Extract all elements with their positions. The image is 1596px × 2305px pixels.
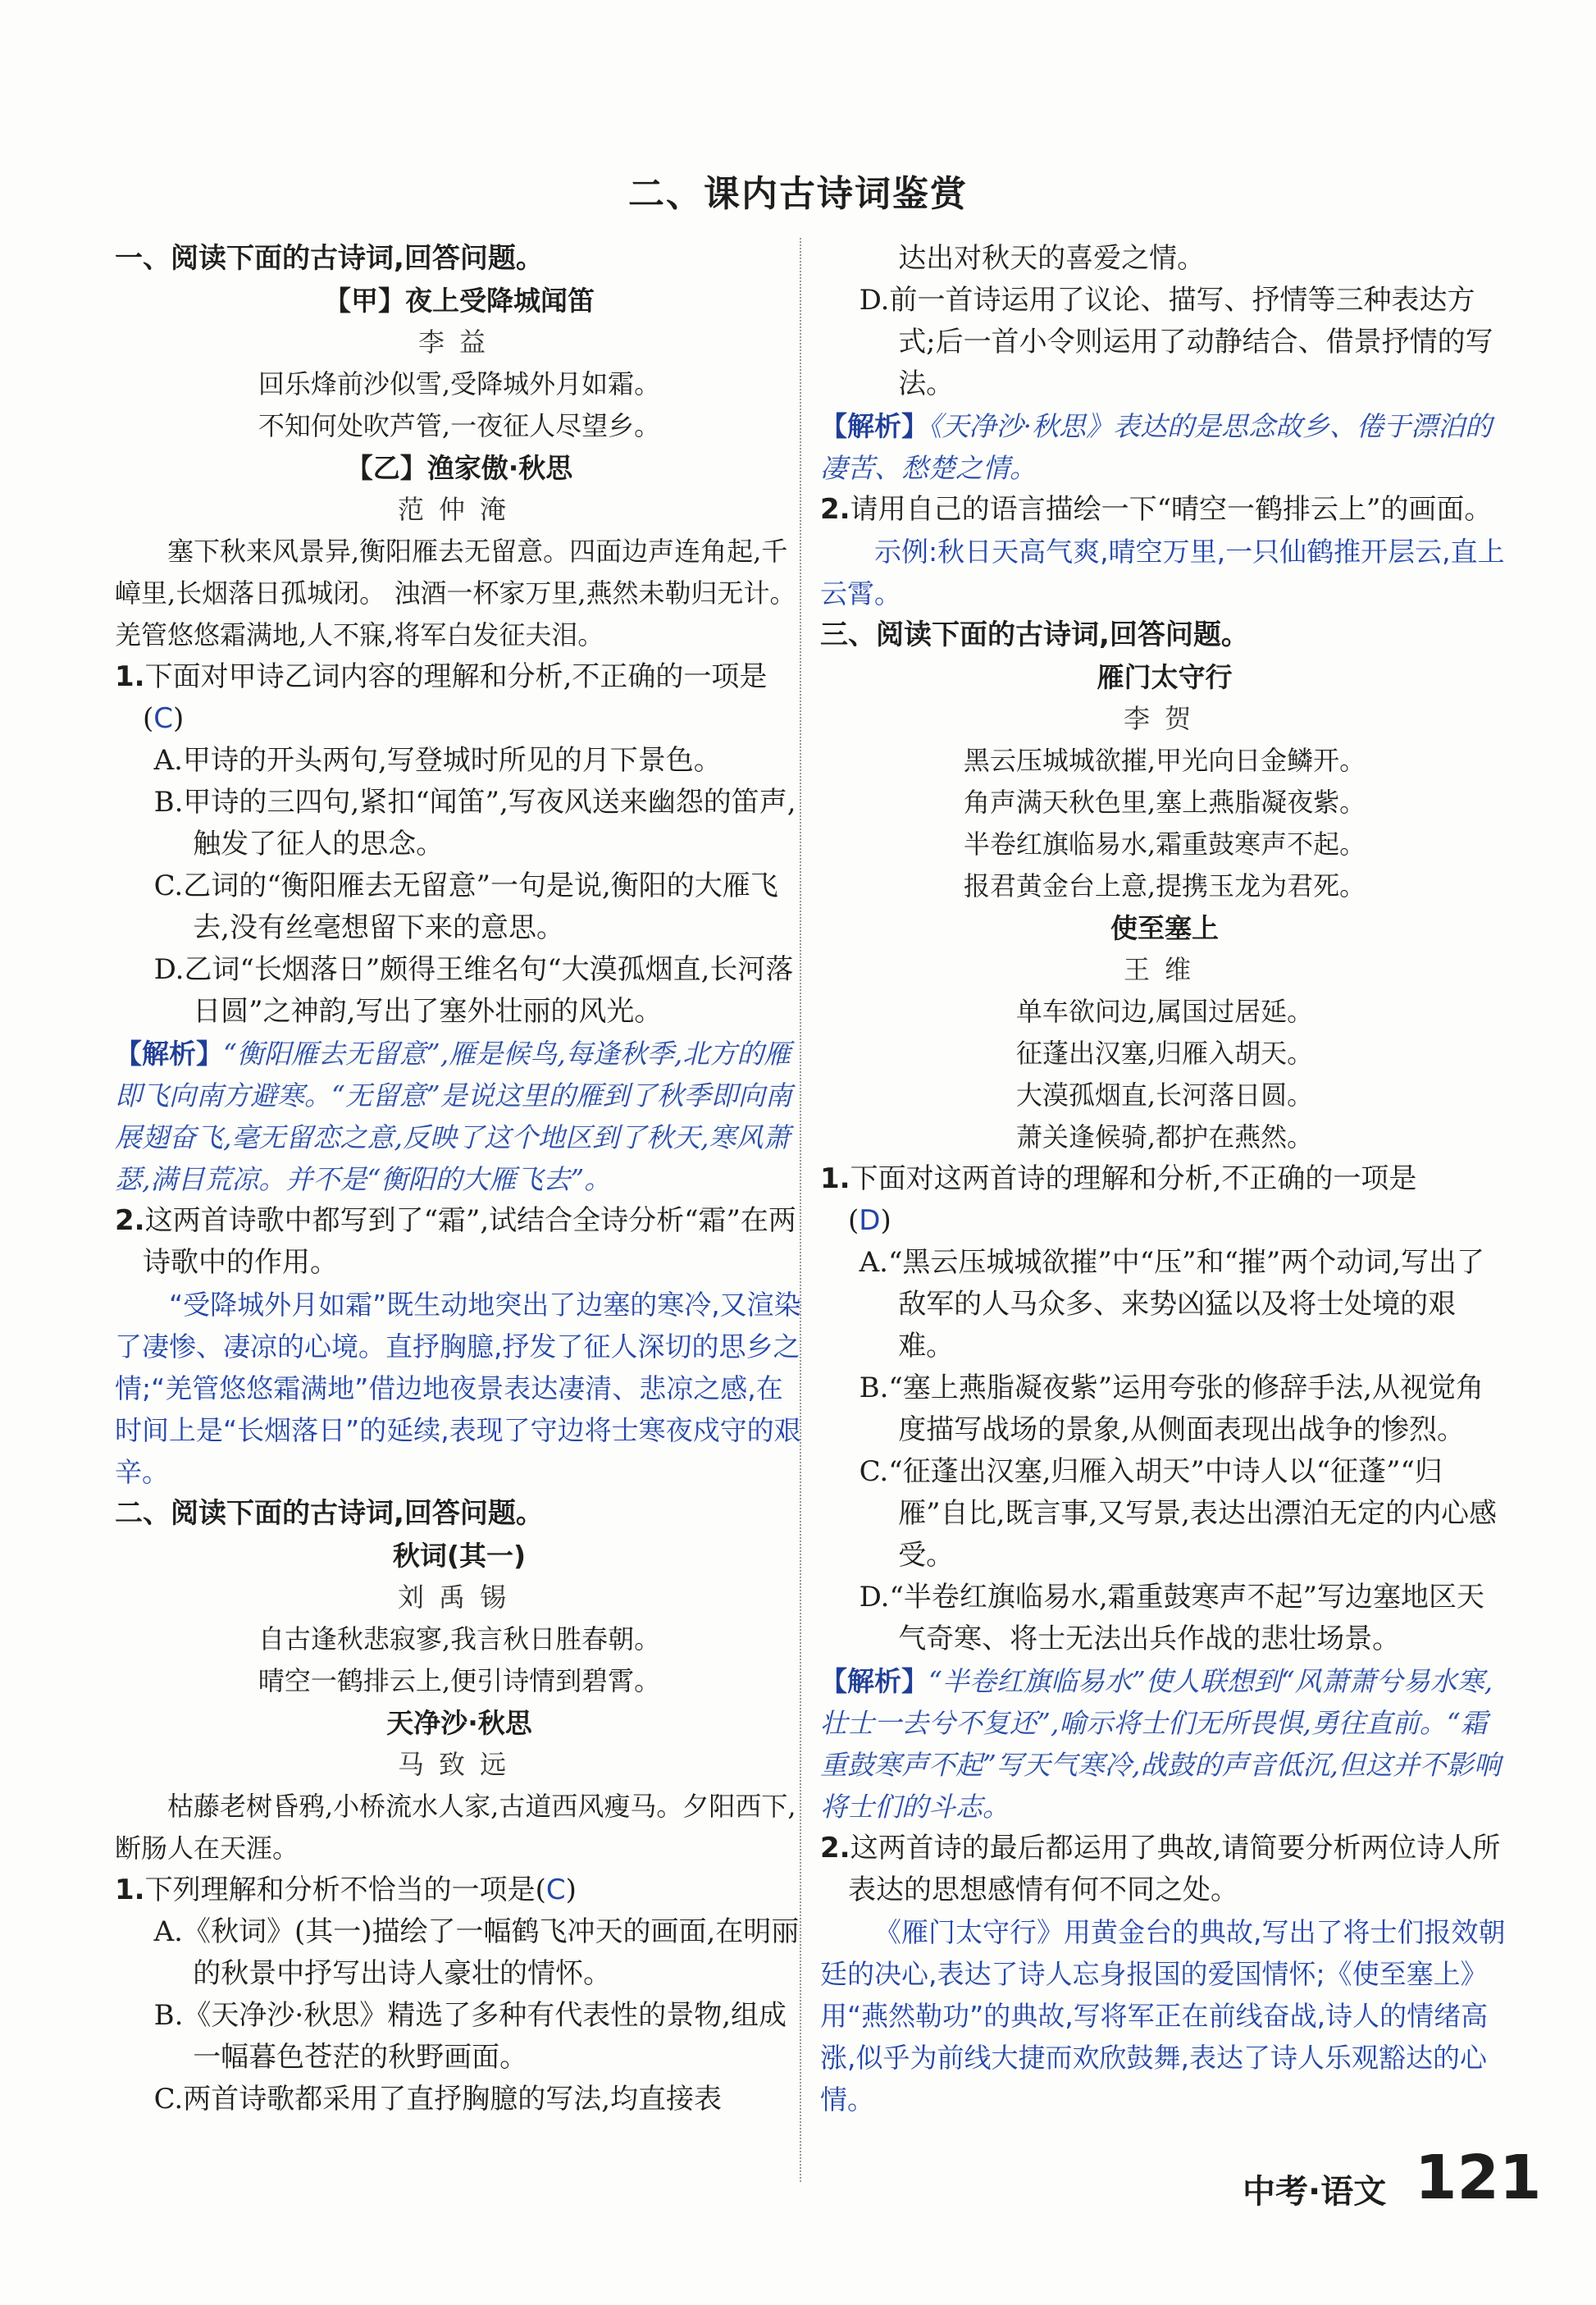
poem-title-yanmen: 雁门太守行 bbox=[1097, 661, 1233, 693]
option-d: D.乙词“长烟落日”颇得王维名句“大漠孤烟直,长河落日圆”之神韵,写出了塞外壮丽的风光。 bbox=[153, 953, 794, 1028]
bracket-close: ) bbox=[880, 1204, 891, 1237]
page-title: 二、课内古诗词鉴赏 bbox=[628, 173, 968, 215]
bracket-close: ) bbox=[565, 1874, 577, 1906]
poem-author-shizhi: 王维 bbox=[1123, 954, 1206, 985]
question-2 bbox=[115, 1200, 804, 1284]
question-4 bbox=[820, 489, 1509, 531]
poem-line: 角声满天秋色里,塞上燕脂凝夜紫。 bbox=[963, 787, 1366, 818]
question-number: 1. bbox=[115, 1874, 145, 1906]
question-number: 2. bbox=[820, 1832, 850, 1865]
poem-line: 征蓬出汉塞,归雁入胡天。 bbox=[1015, 1038, 1314, 1069]
poem-title-jia: 【甲】夜上受降城闻笛 bbox=[324, 285, 595, 317]
poem-line: 半卷红旗临易水,霜重鼓寒声不起。 bbox=[963, 828, 1366, 860]
page-number: 121 bbox=[1415, 2143, 1542, 2213]
question-number: 2. bbox=[820, 493, 850, 526]
section-heading-2: 二、阅读下面的古诗词,回答问题。 bbox=[115, 1497, 544, 1530]
question-text: 下面对这两首诗的理解和分析,不正确的一项是 bbox=[850, 1162, 1417, 1195]
question-text: 请用自己的语言描绘一下“晴空一鹤排云上”的画面。 bbox=[850, 493, 1493, 526]
option-d: D.“半卷红旗临易水,霜重鼓寒声不起”写边塞地区天气奇寒、将士无法出兵作战的悲壮场景。 bbox=[859, 1581, 1485, 1655]
poem-line: 不知何处吹芦管,一夜征人尽望乡。 bbox=[258, 410, 661, 441]
option-a: A.《秋词》(其一)描绘了一幅鹤飞冲天的画面,在明丽的秋景中抒写出诗人豪壮的情怀。 bbox=[153, 1915, 800, 1990]
bracket-open: ( bbox=[848, 1204, 860, 1237]
poem-title-shizhi: 使至塞上 bbox=[1110, 912, 1219, 944]
poem-line: 单车欲问边,属国过居延。 bbox=[1015, 996, 1314, 1027]
option-c: C.乙词的“衡阳雁去无留意”一句是说,衡阳的大雁飞去,没有丝毫想留下来的意思。 bbox=[153, 870, 778, 944]
right-column bbox=[820, 238, 1509, 2120]
analysis-text: “衡阳雁去无留意”,雁是候鸟,每逢秋季,北方的雁即飞向南方避寒。“无留意”是说这里的雁到了秋季即向南展翅奋飞,毫无留恋之意,反映了这个地区到了秋天,寒风萧瑟,满目荒凉。并不是“衡阳的大雁飞去”。 bbox=[115, 1038, 792, 1195]
option-c: C.“征蓬出汉塞,归雁入胡天”中诗人以“征蓬”“归雁”自比,既言事,又写景,表达出漂泊无定的内心感受。 bbox=[859, 1455, 1497, 1572]
question-5 bbox=[820, 1158, 1509, 1242]
poem-line: 自古逢秋悲寂寥,我言秋日胜春朝。 bbox=[258, 1623, 661, 1655]
question-text: 下列理解和分析不恰当的一项是( bbox=[144, 1874, 546, 1906]
answer-4: 示例:秋日天高气爽,晴空万里,一只仙鹤推开层云,直上云霄。 bbox=[820, 536, 1505, 609]
bracket-close: ) bbox=[173, 702, 185, 735]
poem-text-yi: 塞下秋来风景异,衡阳雁去无留意。四面边声连角起,千嶂里,长烟落日孤城闭。 浊酒一杯家万里,燕然未勒归无计。羌管悠悠霜满地,人不寐,将军白发征夫泪。 bbox=[115, 536, 796, 650]
section-heading-3: 三、阅读下面的古诗词,回答问题。 bbox=[820, 618, 1249, 651]
section-heading-1: 一、阅读下面的古诗词,回答问题。 bbox=[115, 242, 544, 275]
poem-line: 黑云压城城欲摧,甲光向日金鳞开。 bbox=[963, 745, 1366, 776]
analysis-3 bbox=[820, 405, 1509, 489]
poem-line: 大漠孤烟直,长河落日圆。 bbox=[1015, 1079, 1314, 1111]
option-a: A.甲诗的开头两句,写登城时所见的月下景色。 bbox=[153, 744, 722, 777]
analysis-text: 《天净沙·秋思》表达的是思念故乡、倦于漂泊的凄苦、愁楚之情。 bbox=[820, 410, 1492, 484]
poem-text-tianjingsha: 枯藤老树昏鸦,小桥流水人家,古道西风瘦马。夕阳西下,断肠人在天涯。 bbox=[115, 1791, 796, 1864]
poem-line: 萧关逢候骑,都护在燕然。 bbox=[1015, 1121, 1314, 1152]
option-c-continued: 达出对秋天的喜爱之情。 bbox=[898, 242, 1206, 275]
answer-2: “受降城外月如霜”既生动地突出了边塞的寒冷,又渲染了凄惨、凄凉的心境。直抒胸臆,抒发了征人深切的思乡之情;“羌管悠悠霜满地”借边地夜景表达凄清、悲凉之感,在时间上是“长烟落日”的延续,表现了守边将士寒夜戍守的艰辛。 bbox=[115, 1289, 801, 1488]
question-number: 1. bbox=[115, 660, 145, 693]
analysis-text: “半卷红旗临易水”使人联想到“风萧萧兮易水寒,壮士一去兮不复还”,喻示将士们无所畏惧,勇往直前。“霜重鼓寒声不起”写天气寒冷,战鼓的声音低沉,但这并不影响将士们的斗志。 bbox=[820, 1665, 1501, 1823]
question-1 bbox=[115, 656, 804, 740]
poem-author-yi: 范仲淹 bbox=[397, 494, 521, 525]
option-b: B.甲诗的三四句,紧扣“闻笛”,写夜风送来幽怨的笛声,触发了征人的思念。 bbox=[153, 786, 796, 860]
poem-author-jia: 李益 bbox=[417, 326, 500, 358]
poem-author-qiuci: 刘禹锡 bbox=[397, 1582, 521, 1613]
question-text: 下面对甲诗乙词内容的理解和分析,不正确的一项是( bbox=[143, 660, 768, 735]
question-text: 这两首诗歌中都写到了“霜”,试结合全诗分析“霜”在两诗歌中的作用。 bbox=[143, 1204, 796, 1279]
option-b: B.《天净沙·秋思》精选了多种有代表性的景物,组成一幅暮色苍茫的秋野画面。 bbox=[153, 1999, 787, 2074]
poem-author-tianjingsha: 马致远 bbox=[397, 1749, 521, 1780]
option-b: B.“塞上燕脂凝夜紫”运用夸张的修辞手法,从视觉角度描写战场的景象,从侧面表现出战争的惨烈。 bbox=[859, 1372, 1484, 1446]
option-c: C.两首诗歌都采用了直抒胸臆的写法,均直接表 bbox=[153, 2083, 723, 2116]
poem-title-yi: 【乙】渔家傲·秋思 bbox=[345, 452, 573, 484]
question-text: 这两首诗的最后都运用了典故,请简要分析两位诗人所表达的思想感情有何不同之处。 bbox=[848, 1832, 1501, 1906]
poem-title-tianjingsha: 天净沙·秋思 bbox=[386, 1707, 532, 1739]
poem-line: 回乐烽前沙似雪,受降城外月如霜。 bbox=[258, 368, 661, 399]
poem-author-yanmen: 李贺 bbox=[1123, 703, 1206, 734]
left-column bbox=[115, 238, 804, 2120]
answer-letter: C bbox=[545, 1874, 566, 1906]
analysis-tag: 【解析】 bbox=[820, 410, 928, 442]
question-3 bbox=[115, 1869, 804, 1911]
answer-letter: C bbox=[153, 702, 174, 735]
question-number: 1. bbox=[820, 1162, 850, 1195]
question-number: 2. bbox=[115, 1204, 145, 1237]
option-d: D.前一首诗运用了议论、描写、抒情等三种表达方式;后一首小令则运用了动静结合、借景抒情的写法。 bbox=[859, 284, 1493, 400]
answer-6: 《雁门太守行》用黄金台的典故,写出了将士们报效朝廷的决心,表达了诗人忘身报国的爱国情怀;《使至塞上》用“燕然勒功”的典故,写将军正在前线奋战,诗人的情绪高涨,似乎为前线大捷而欢欣鼓舞,表达了诗人乐观豁达的心情。 bbox=[820, 1916, 1506, 2116]
question-6 bbox=[820, 1828, 1509, 1911]
subject-label: 中考·语文 bbox=[1243, 2173, 1387, 2211]
poem-line: 晴空一鹤排云上,便引诗情到碧霄。 bbox=[258, 1665, 661, 1696]
option-a: A.“黑云压城城欲摧”中“压”和“摧”两个动词,写出了敌军的人马众多、来势凶猛以及将士处境的艰难。 bbox=[859, 1246, 1485, 1362]
analysis-1 bbox=[115, 1033, 804, 1200]
analysis-5 bbox=[820, 1660, 1509, 1828]
analysis-tag: 【解析】 bbox=[115, 1038, 223, 1070]
poem-line: 报君黄金台上意,提携玉龙为君死。 bbox=[963, 870, 1366, 901]
answer-letter: D bbox=[859, 1204, 881, 1237]
poem-title-qiuci: 秋词(其一) bbox=[392, 1540, 527, 1572]
analysis-tag: 【解析】 bbox=[820, 1665, 928, 1697]
